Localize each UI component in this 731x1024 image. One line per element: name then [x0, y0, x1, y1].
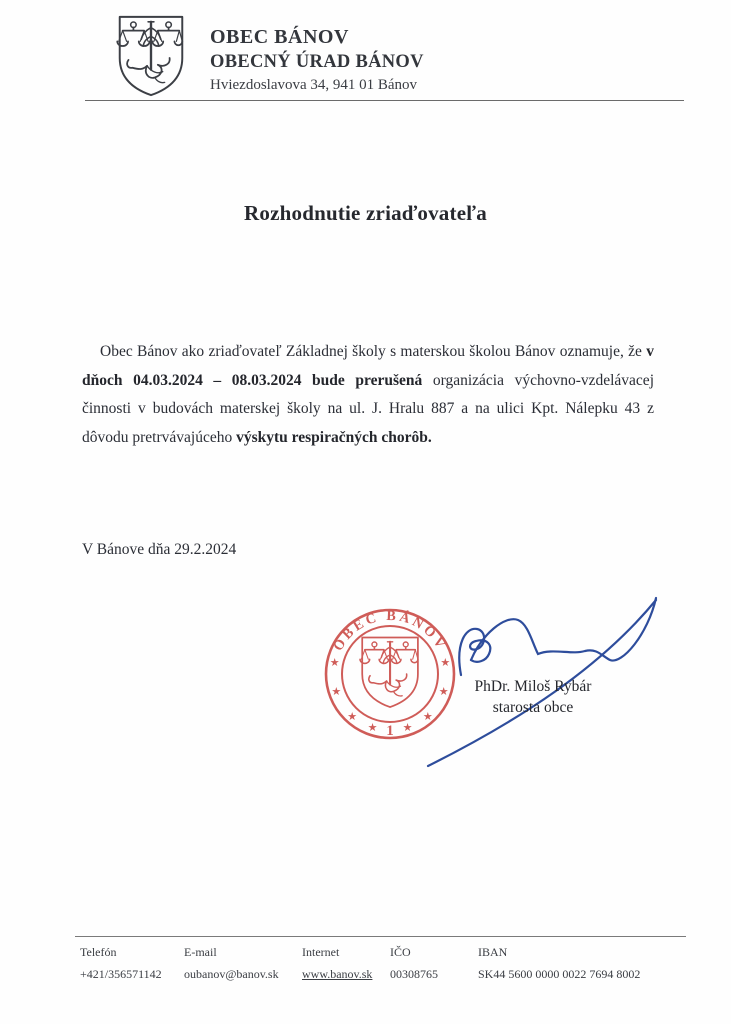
- footer-divider: [75, 936, 686, 937]
- phone-value: +421/356571142: [80, 967, 162, 981]
- place-date-line: V Bánove dňa 29.2.2024: [82, 541, 237, 558]
- footer-col-email: [184, 945, 302, 982]
- signer-block: [452, 676, 614, 718]
- signer-name: PhDr. Miloš Rybár: [474, 678, 592, 695]
- internet-label: Internet: [302, 945, 340, 959]
- phone-label: Telefón: [80, 945, 117, 959]
- email-label: E-mail: [184, 945, 217, 959]
- body-text: Obec Bánov ako zriaďovateľ Základnej školy s materskou školou Bánov oznamuje, že: [100, 343, 647, 360]
- iban-value: SK44 5600 0000 0022 7694 8002: [478, 967, 641, 981]
- email-value: oubanov@banov.sk: [184, 967, 279, 981]
- body-text-bold-reason: výskytu respiračných chorôb.: [236, 428, 432, 446]
- svg-text:★: ★: [331, 686, 342, 698]
- body-text-bold-dates: v dňoch 04.03.2024 – 08.03.2024 bude prerušená: [82, 343, 654, 389]
- svg-text:★: ★: [422, 711, 433, 723]
- office-address: Hviezdoslavova 34, 941 01 Bánov: [210, 77, 418, 94]
- document-title: Rozhodnutie zriaďovateľa: [244, 201, 487, 225]
- svg-text:★: ★: [367, 722, 378, 734]
- stamp-top-text: OBEC BÁNOV: [330, 608, 450, 654]
- ico-label: IČO: [390, 945, 411, 959]
- office-name: OBECNÝ ÚRAD BÁNOV: [210, 52, 424, 72]
- header-divider: [85, 100, 684, 101]
- website-link: www.banov.sk: [302, 967, 373, 981]
- svg-text:★: ★: [438, 686, 449, 698]
- footer-contact-row: [80, 945, 680, 982]
- coat-of-arms-icon: [112, 13, 190, 99]
- footer-col-ico: [390, 945, 478, 982]
- letterhead: [210, 26, 424, 95]
- signer-role: starosta obce: [492, 699, 574, 716]
- footer-col-internet: [302, 945, 390, 982]
- ico-value: 00308765: [390, 967, 438, 981]
- body-paragraph: [82, 338, 654, 452]
- footer-col-iban: [478, 945, 680, 982]
- footer-col-phone: [80, 945, 184, 982]
- svg-text:★: ★: [329, 657, 340, 669]
- svg-text:★: ★: [440, 657, 451, 669]
- stamp-bottom-numeral: 1: [386, 723, 394, 739]
- body-text: organizácia výchovno-vzdelávacej činnosti v budovách materskej školy na ul. J. Hralu 887 a na ulici Kpt. Nálepku 43 z dôvodu pretrvávajúceho: [82, 371, 654, 446]
- org-name: OBEC BÁNOV: [210, 26, 349, 48]
- iban-label: IBAN: [478, 945, 508, 959]
- svg-text:★: ★: [347, 711, 358, 723]
- svg-text:★: ★: [402, 722, 413, 734]
